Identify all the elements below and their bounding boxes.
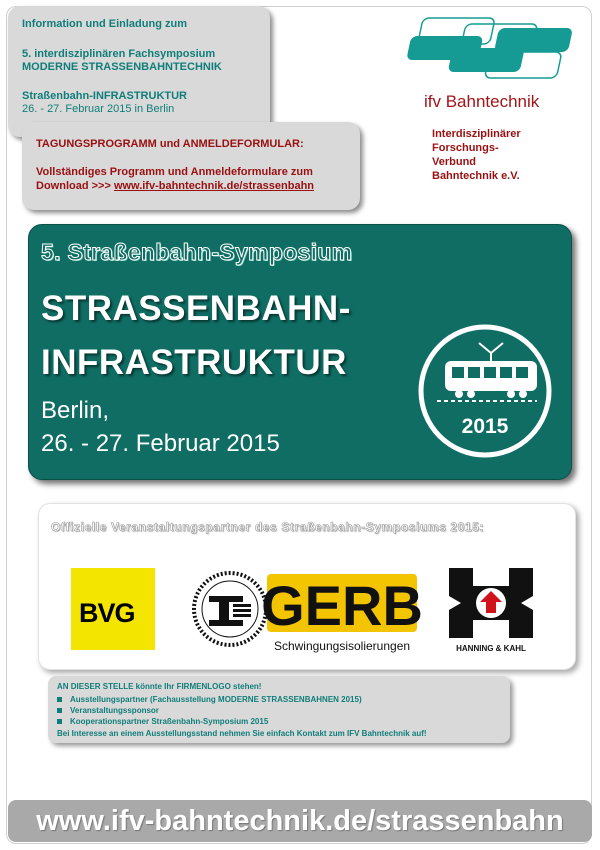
ad-item: Ausstellungspartner (Fachausstellung MODERNE STRASSENBAHNEN 2015): [57, 695, 362, 704]
org-line-3: Verbund: [432, 156, 477, 168]
ad-footer: Bei Interesse an einem Ausstellungsstand nehmen Sie einfach Kontakt zum IFV Bahntechnik auf!: [57, 729, 427, 738]
invitation-info-box: [8, 6, 270, 137]
bullet-icon: [57, 708, 62, 713]
banner-city: Berlin,: [41, 397, 110, 424]
program-download-link[interactable]: www.ifv-bahntechnik.de/strassenbahn: [113, 180, 315, 192]
footer-banner: [8, 800, 592, 842]
banner-subtitle: 5. Straßenbahn-Symposium: [41, 239, 353, 265]
program-box: [22, 122, 360, 210]
program-line: Vollständiges Programm und Anmeldeformulare zum: [36, 166, 313, 178]
symposium-line: 5. interdisziplinären Fachsymposium: [22, 48, 216, 60]
org-line-4: Bahntechnik e.V.: [432, 170, 520, 182]
ad-heading: AN DIESER STELLE könnte Ihr FIRMENLOGO stehen!: [57, 682, 262, 691]
banner-title-2: INFRASTRUKTUR: [41, 343, 347, 382]
banner-title-1: STRASSENBAHN-: [41, 289, 351, 328]
footer-url-link[interactable]: www.ifv-bahntechnik.de/strassenbahn: [36, 805, 564, 837]
bvg-logo[interactable]: [71, 568, 155, 650]
program-heading: TAGUNGSPROGRAMM und ANMELDEFORMULAR:: [36, 138, 304, 150]
download-line: [36, 180, 314, 192]
hanning-kahl-logo[interactable]: [443, 566, 539, 656]
gerb-logo-text: GERB: [261, 574, 423, 637]
bullet-icon: [57, 697, 62, 702]
topic-line: Straßenbahn-INFRASTRUKTUR: [22, 90, 187, 102]
download-prefix: Download >>>: [36, 180, 114, 192]
invitation-line: Information und Einladung zum: [22, 18, 187, 30]
ad-item: Kooperationspartner Straßenbahn-Symposium 2015: [57, 717, 268, 726]
date-location-line: 26. - 27. Februar 2015 in Berlin: [22, 103, 175, 115]
gerb-logo[interactable]: [185, 566, 425, 656]
bullet-icon: [57, 719, 62, 724]
ad-item: Veranstaltungssponsor: [57, 706, 159, 715]
badge-year: 2015: [461, 415, 509, 438]
partners-heading: Offizielle Veranstaltungspartner des Straßenbahn-Symposiums 2015:: [51, 520, 485, 534]
org-line-2: Forschungs-: [432, 142, 499, 154]
partners-box: [38, 503, 576, 670]
logo-name: ifv Bahntechnik: [424, 92, 540, 111]
ifv-logo-graphic: [402, 14, 582, 98]
org-line-1: Interdisziplinärer: [432, 128, 521, 140]
hanning-kahl-logo-text: HANNING & KAHL: [456, 644, 526, 653]
banner-date: 26. - 27. Februar 2015: [41, 430, 280, 457]
bvg-logo-text: BVG: [79, 598, 135, 628]
symposium-name: MODERNE STRASSENBAHNTECHNIK: [22, 61, 222, 73]
event-banner: [28, 224, 572, 480]
gerb-logo-subtitle: Schwingungsisolierungen: [273, 639, 411, 653]
tram-icon: [415, 321, 555, 461]
sponsor-ad-box: [48, 676, 510, 743]
